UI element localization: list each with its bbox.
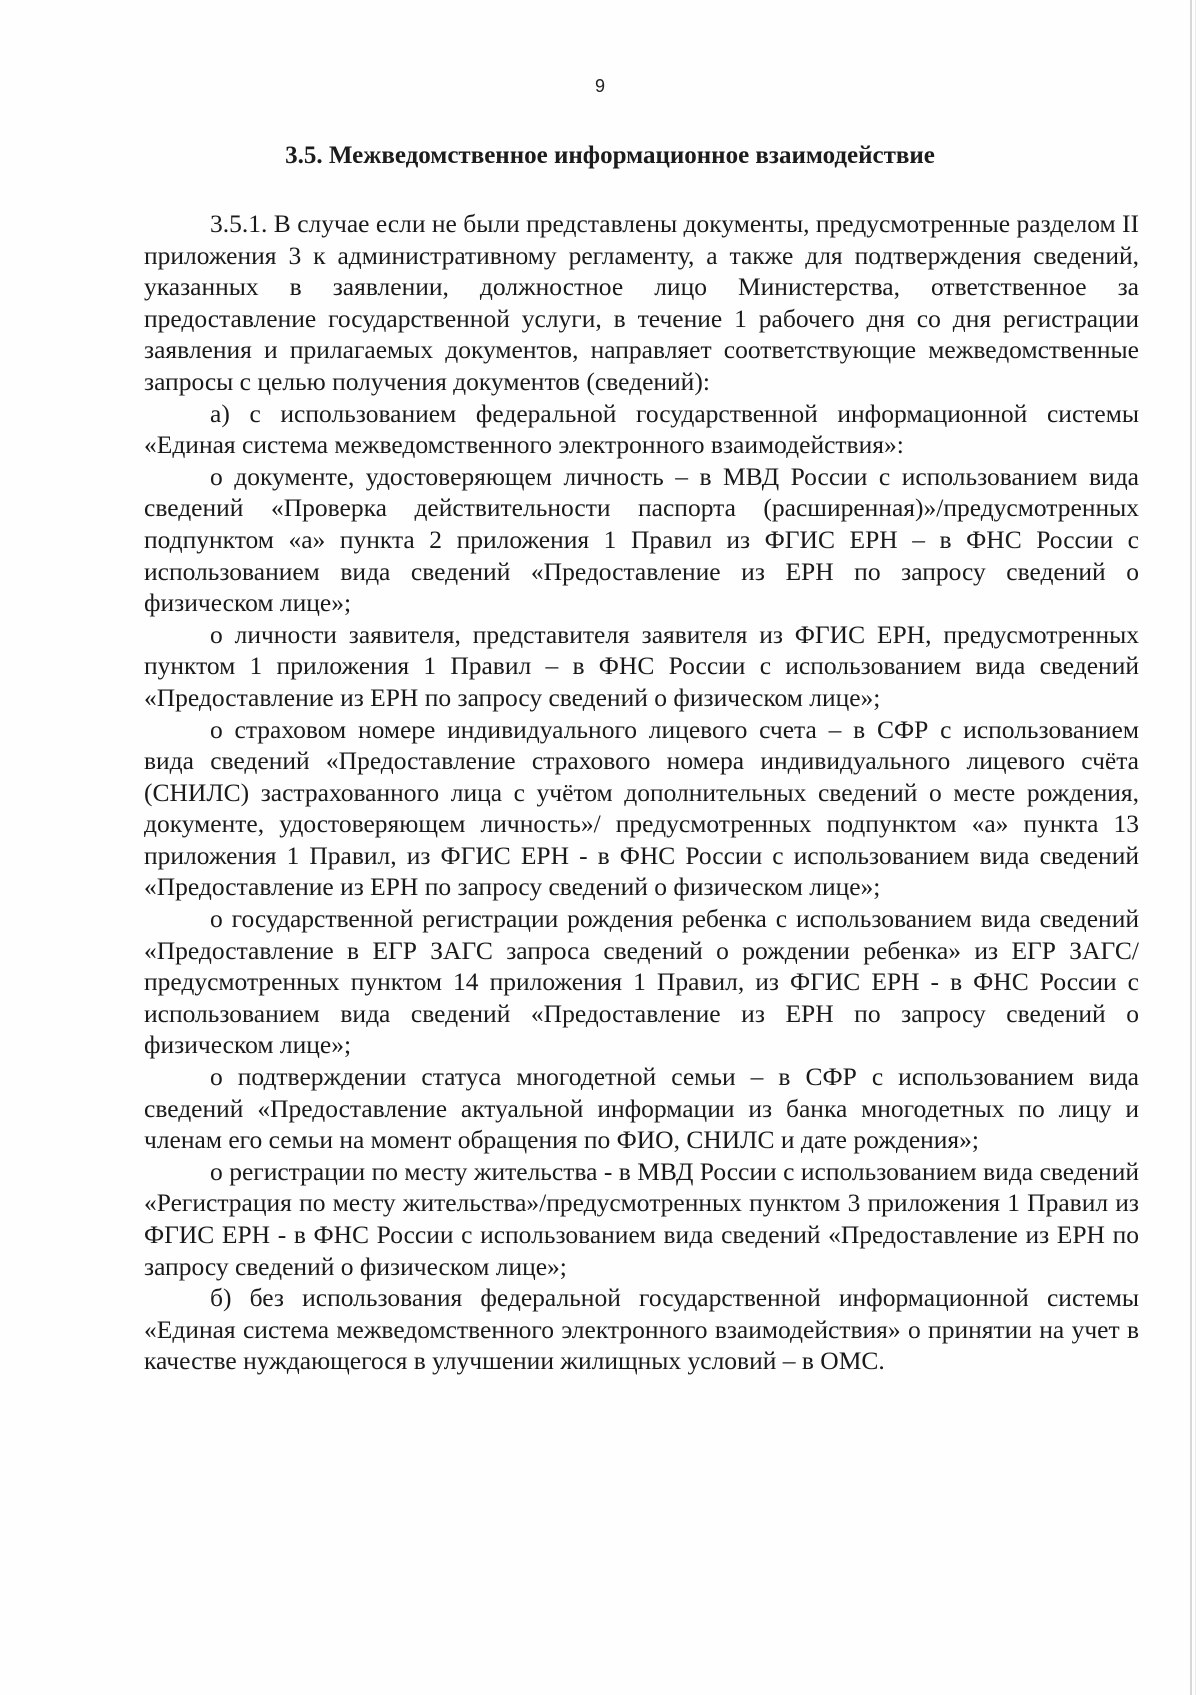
paragraph-item-b: б) без использования федеральной государственной информационной системы «Единая система межведомственного электронного взаимодействия» о принятии на учет в качестве нуждающегося в улучшении жилищных условий – в ОМС. [144, 1283, 1139, 1376]
paragraph-3-5-1: 3.5.1. В случае если не были представлены документы, предусмотренные разделом II приложения 3 к административному регламенту, а также для подтверждения сведений, указанных в заявлении, должностное лицо Министерства, ответственное за предоставление государственной услуги, в течение 1 рабочего дня со дня регистрации заявления и прилагаемых документов, направляет соответствующие межведомственные запросы с целью получения документов (сведений): [144, 209, 1139, 396]
paragraph-identity-document: о документе, удостоверяющем личность – в МВД России с использованием вида сведений «Проверка действительности паспорта (расширенная)»/предусмотренных подпунктом «а» пункта 2 приложения 1 Правил из ФГИС ЕРН – в ФНС России с использованием вида сведений «Предоставление из ЕРН по запросу сведений о физическом лице»; [144, 461, 1139, 618]
paragraph-large-family-status: о подтверждении статуса многодетной семьи – в СФР с использованием вида сведений «Предоставление актуальной информации из банка многодетных по лицу и членам его семьи на момент обращения по ФИО, СНИЛС и дате рождения»; [144, 1062, 1139, 1155]
scan-edge-line-secondary [1195, 0, 1196, 1695]
section-title: 3.5. Межведомственное информационное взаимодействие [285, 142, 935, 169]
paragraph-applicant-identity: о личности заявителя, представителя заявителя из ФГИС ЕРН, предусмотренных пунктом 1 приложения 1 Правил – в ФНС России с использованием вида сведений «Предоставление из ЕРН по запросу сведений о физическом лице»; [144, 619, 1139, 712]
body-text [144, 208, 1139, 1377]
paragraph-residence-registration: о регистрации по месту жительства - в МВД России с использованием вида сведений «Регистрация по месту жительства»/предусмотренных пунктом 3 приложения 1 Правил из ФГИС ЕРН - в ФНС России с использованием вида сведений «Предоставление из ЕРН по запросу сведений о физическом лице»; [144, 1156, 1139, 1281]
scan-edge-line [1190, 0, 1192, 1695]
paragraph-birth-registration: о государственной регистрации рождения ребенка с использованием вида сведений «Предоставление в ЕГР ЗАГС запроса сведений о рождении ребенка» из ЕГР ЗАГС/предусмотренных пунктом 14 приложения 1 Правил, из ФГИС ЕРН - в ФНС России с использованием вида сведений «Предоставление из ЕРН по запросу сведений о физическом лице»; [144, 904, 1139, 1060]
page-number: 9 [594, 76, 605, 96]
paragraph-item-a: а) с использованием федеральной государственной информационной системы «Единая система межведомственного электронного взаимодействия»: [144, 398, 1139, 460]
paragraph-snils: о страховом номере индивидуального лицевого счета – в СФР с использованием вида сведений «Предоставление страхового номера индивидуального лицевого счёта (СНИЛС) застрахованного лица с учётом дополнительных сведений о месте рождения, документе, удостоверяющем личность»/ предусмотренных подпунктом «а» пункта 13 приложения 1 Правил, из ФГИС ЕРН - в ФНС России с использованием вида сведений «Предоставление из ЕРН по запросу сведений о физическом лице»; [144, 714, 1139, 902]
